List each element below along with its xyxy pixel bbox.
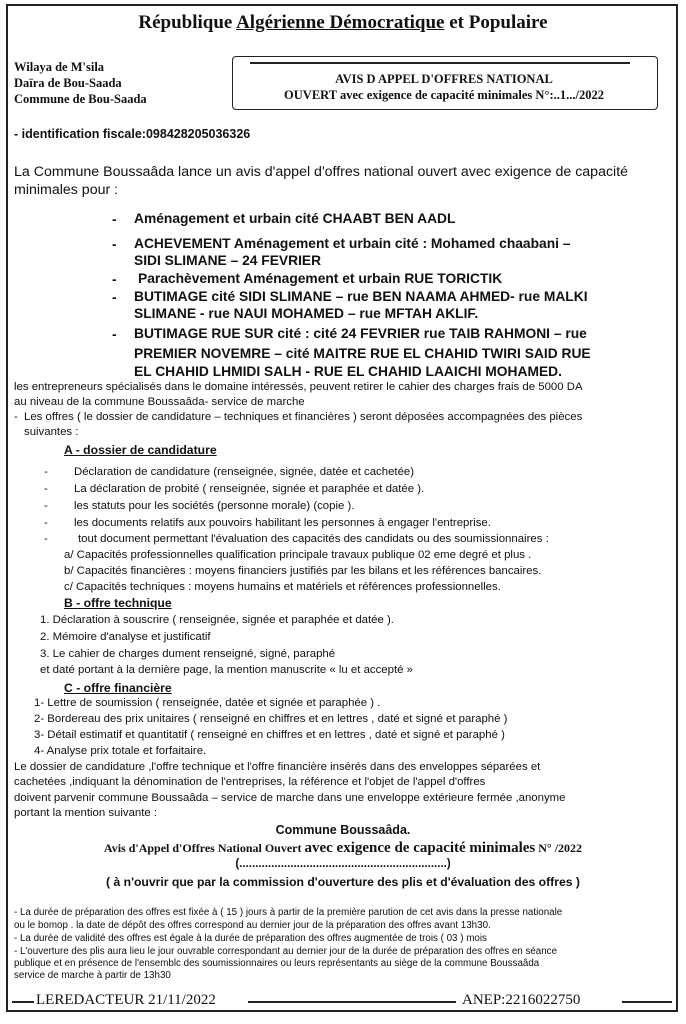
section-b-title: B - offre technique — [64, 596, 172, 610]
section-b-item-1: 1. Déclaration à souscrire ( renseignée, signée et paraphée et datée ). — [40, 614, 394, 626]
commune-label: Commune de Bou-Saada — [14, 92, 147, 106]
capacity-b: b/ Capacités financières : moyens financiers justifiés par les bilans et les références bancaires. — [64, 565, 542, 577]
project-item-1: Aménagement et urbain cité CHAABT BEN AADL — [134, 211, 456, 226]
wilaya-label: Wilaya de M'sila — [14, 60, 105, 74]
footer-rule-left — [12, 1001, 34, 1003]
condition-line-1: - La durée de préparation des offres est fixée à ( 15 ) jours à partir de la première parution de cet avis dans la presse nationale — [14, 907, 563, 918]
project-item-5-cont2: EL CHAHID LHMIDI SALH - RUE EL CHAHID LAAICHI MOHAMED. — [134, 364, 562, 379]
section-a-dash-2: - — [44, 483, 48, 495]
section-a-item-1: Déclaration de candidature (renseignée, signée, datée et cachetée) — [74, 466, 415, 478]
section-a-item-3: les statuts pour les sociétés (personne morale) (copie ). — [74, 500, 355, 512]
footer-rule-middle — [248, 1001, 456, 1003]
section-a-dash-5: - — [44, 533, 48, 545]
envelope-note: ( à n'ouvrir que par la commission d'ouverture des plis et d'évaluation des offres ) — [106, 875, 580, 889]
project-item-2-cont: SIDI SLIMANE – 24 FEVRIER — [134, 253, 322, 268]
intro-line-2: minimales pour : — [14, 182, 119, 198]
daira-label: Daïra de Bou-Saada — [14, 76, 122, 90]
section-b-item-3-cont: et daté portant à la dernière page, la mention manuscrite « lu et accepté » — [40, 664, 413, 676]
condition-line-3: - La durée de validité des offres est égale à la durée de préparation des offres augmentée de trois ( 03 ) mois — [14, 933, 487, 944]
project-item-3: Parachèvement Aménagement et urbain RUE TORICTIK — [138, 271, 503, 286]
avis-title-line2: OUVERT avec exigence de capacité minimales N°:..1.../2022 — [284, 88, 604, 102]
avis-box-rule — [250, 62, 630, 64]
dossier-line-4: portant la mention suivante : — [14, 807, 158, 819]
project-dash-4: - — [112, 290, 117, 305]
section-a-dash-1: - — [44, 466, 48, 478]
avis-title-line1: AVIS D APPEL D'OFFRES NATIONAL — [335, 72, 553, 86]
retrait-line-2: au niveau de la commune Boussaâda- service de marche — [14, 396, 305, 408]
envelope-dots: (.................................................................) — [235, 858, 451, 870]
project-item-5: BUTIMAGE RUE SUR cité : cité 24 FEVRIER rue TAIB RAHMONI – rue — [134, 326, 587, 341]
anep-number: ANEP:2216022750 — [462, 992, 581, 1008]
dossier-line-1: Le dossier de candidature ,l'offre technique et l'offre financière insérés dans des enveloppes séparées et — [14, 761, 541, 773]
project-item-4: BUTIMAGE cité SIDI SLIMANE – rue BEN NAAMA AHMED- rue MALKI — [134, 289, 588, 304]
project-dash-5: - — [112, 327, 117, 342]
section-c-item-1: 1- Lettre de soumission ( renseignée, datée et signée et paraphée ) . — [34, 697, 381, 709]
retrait-line-1: les entrepreneurs spécialisés dans le domaine intéressés, peuvent retirer le cahier des charges frais de 5000 DA — [14, 381, 583, 393]
project-dash-1: - — [112, 212, 117, 227]
dossier-line-3: doivent parvenir commune Boussaâda – service de marche dans une enveloppe extérieure fermée ,anonyme — [14, 792, 566, 804]
capacity-c: c/ Capacités techniques : moyens humains et matériels et références professionnelles. — [64, 581, 501, 593]
section-c-item-4: 4- Analyse prix totale et forfaitaire. — [34, 745, 207, 757]
section-a-dash-3: - — [44, 500, 48, 512]
page-title: République Algérienne Démocratique et Populaire — [138, 12, 548, 33]
fiscal-id: - identification fiscale:098428205036326 — [14, 127, 251, 141]
section-a-item-4: les documents relatifs aux pouvoirs habilitant les personnes à engager l'entreprise. — [74, 517, 491, 529]
intro-line-1: La Commune Boussaâda lance un avis d'appel d'offres national ouvert avec exigence de capacité — [14, 164, 629, 180]
project-dash-3: - — [112, 272, 117, 287]
condition-line-4: - L'ouverture des plis aura lieu le jour ouvrable correspondant au dernier jour de la durée de préparation des offres en séance — [14, 946, 558, 957]
condition-line-6: service de marche à partir de 13h30 — [14, 970, 171, 981]
section-c-item-2: 2- Bordereau des prix unitaires ( renseigné en chiffres et en lettres , daté et signé et paraphé ) — [34, 713, 508, 725]
section-a-item-2: La déclaration de probité ( renseignée, signée et paraphée et datée ). — [74, 483, 425, 495]
section-b-item-2: 2. Mémoire d'analyse et justificatif — [40, 631, 211, 643]
section-c-item-3: 3- Détail estimatif et quantitatif ( renseigné en chiffres et en lettres , daté et signé et paraphé ) — [34, 729, 505, 741]
offres-line-1: Les offres ( le dossier de candidature – techniques et financières ) seront déposées accompagnées des pièces — [24, 411, 583, 423]
section-b-item-3: 3. Le cahier de charges dument renseigné, signé, paraphé — [40, 648, 336, 660]
section-a-title: A - dossier de candidature — [64, 443, 217, 457]
section-c-title: C - offre financière — [64, 681, 172, 695]
condition-line-5: publique et en présence de l'ensemblc des soumissionnaires ou leurs représentants au siège de la commune Boussaâda — [14, 958, 540, 969]
dossier-line-2: cachetées ,indiquant la dénomination de l'entreprises, la référence et l'objet de l'appel d'offres — [14, 776, 486, 788]
footer-rule-right — [622, 1001, 672, 1003]
offres-line-2: suivantes : — [24, 426, 79, 438]
envelope-commune: Commune Boussaâda. — [275, 823, 411, 837]
envelope-avis: Avis d'Appel d'Offres National Ouvert avec exigence de capacité minimales N° /2022 — [103, 840, 583, 856]
section-a-dash-4: - — [44, 517, 48, 529]
section-a-item-5: tout document permettant l'évaluation des capacités des candidats ou des soumissionnaires : — [78, 533, 549, 545]
project-dash-2: - — [112, 237, 117, 252]
project-item-5-cont1: PREMIER NOVEMRE – cité MAITRE RUE EL CHAHID TWIRI SAID RUE — [134, 346, 591, 361]
project-item-2: ACHEVEMENT Aménagement et urbain cité : Mohamed chaabani – — [134, 236, 571, 251]
condition-line-2: ou le bomop . la date de dépôt des offres correspond au dernier jour de la préparation des offres avant 13h30. — [14, 920, 491, 931]
redacteur: LEREDACTEUR 21/11/2022 — [36, 992, 216, 1008]
capacity-a: a/ Capacités professionnelles qualification principale travaux publique 02 eme degré et plus . — [64, 549, 532, 561]
offres-dash: - — [14, 411, 18, 423]
project-item-4-cont: SLIMANE - rue NAUI MOHAMED – rue MFTAH AKLIF. — [134, 306, 479, 321]
